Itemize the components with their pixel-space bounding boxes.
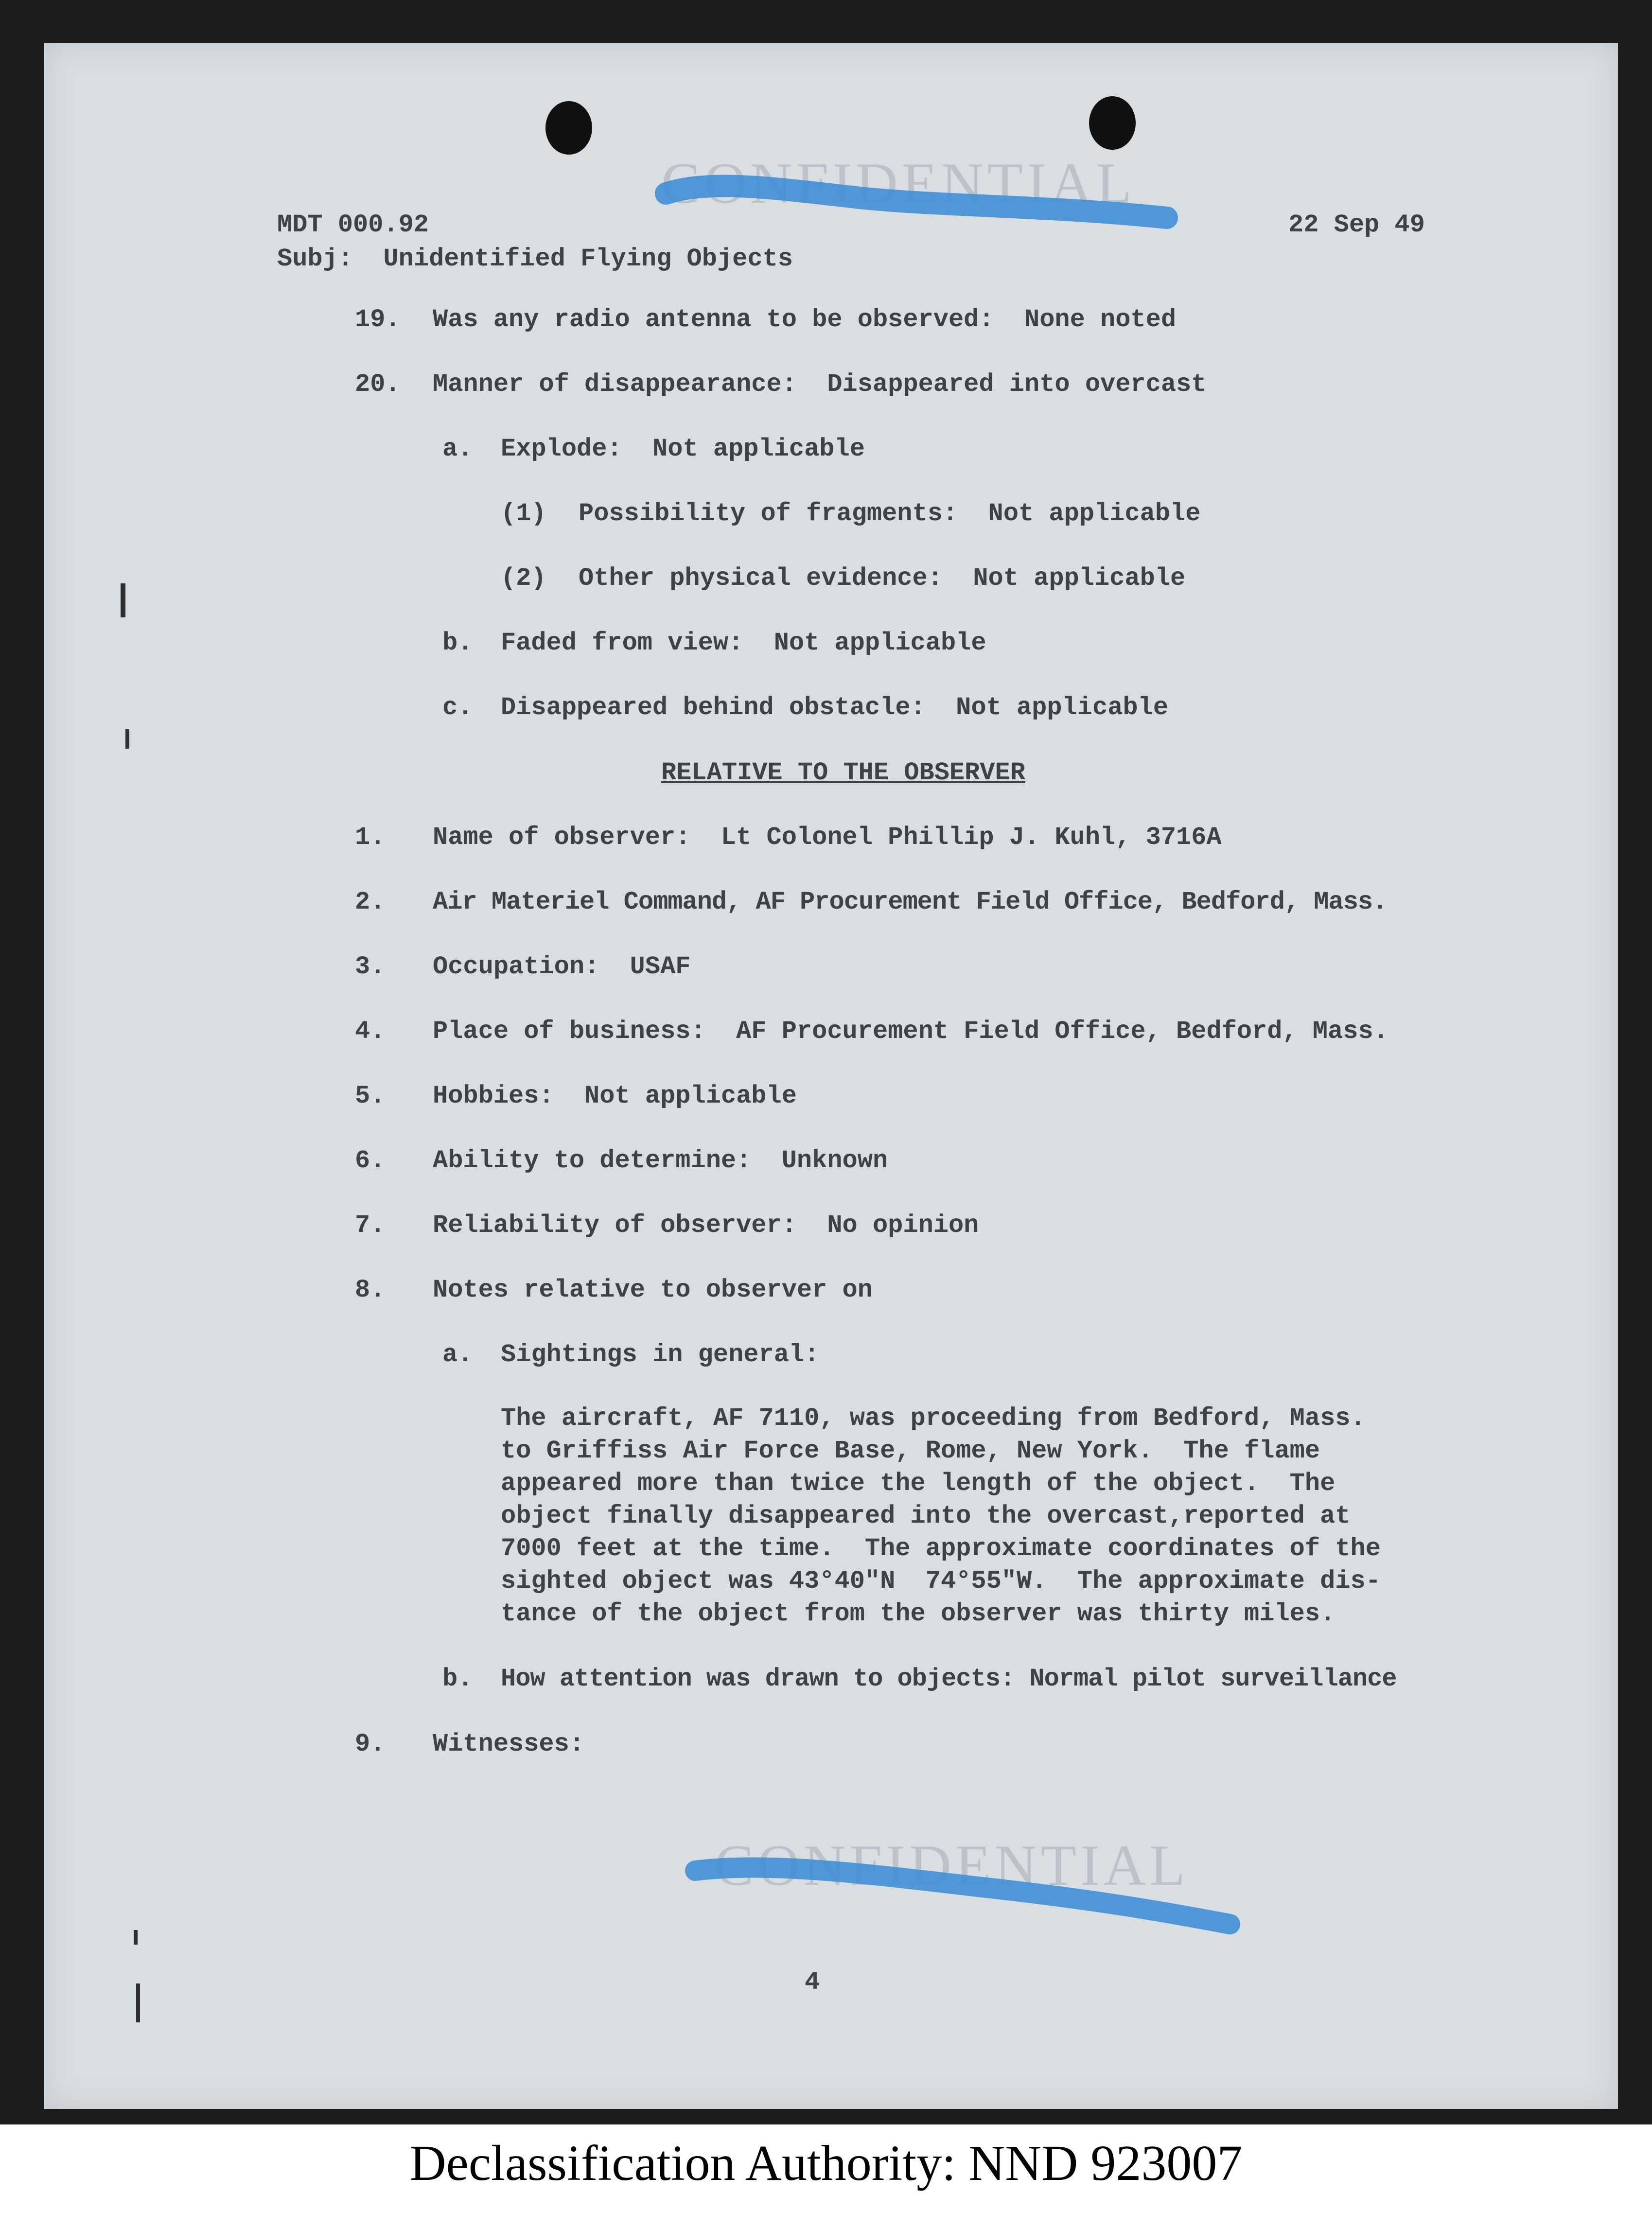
paragraph-line: 7000 feet at the time. The approximate coordinates of the <box>501 1534 1381 1563</box>
item-number: 2. <box>355 888 386 916</box>
sub-item-label: b. <box>442 1665 473 1693</box>
item-number: 6. <box>355 1146 386 1175</box>
sub-item-label: b. <box>442 629 473 657</box>
sub-item-label: c. <box>442 693 473 722</box>
punch-hole-left <box>545 101 592 155</box>
sub-item-label: a. <box>442 435 473 463</box>
sub-item-text: Disappeared behind obstacle: Not applicable <box>501 693 1169 722</box>
paragraph-line: tance of the object from the observer was thirty miles. <box>501 1599 1336 1628</box>
item-text: Witnesses: <box>433 1730 585 1758</box>
punch-hole-right <box>1089 96 1136 150</box>
confidential-stamp-bottom: CONFIDENTIAL <box>715 1833 1189 1897</box>
sub-item-text: How attention was drawn to objects: Normal pilot surveillance <box>501 1665 1397 1693</box>
document-date: 22 Sep 49 <box>1288 211 1425 239</box>
paragraph-line: object finally disappeared into the overcast,reported at <box>501 1502 1351 1530</box>
item-text: Hobbies: Not applicable <box>433 1082 797 1110</box>
paragraph-line: The aircraft, AF 7110, was proceeding from Bedford, Mass. <box>501 1404 1366 1433</box>
item-number: 20. <box>355 370 401 399</box>
subject-line: Subj: Unidentified Flying Objects <box>277 245 793 273</box>
document-page <box>44 43 1618 2109</box>
sub-item-text: Explode: Not applicable <box>501 435 865 463</box>
item-text: Reliability of observer: No opinion <box>433 1211 979 1240</box>
item-number: 19. <box>355 305 401 334</box>
scan-mark <box>121 583 125 617</box>
item-number: 9. <box>355 1730 386 1758</box>
scan-mark <box>125 729 129 749</box>
item-number: 1. <box>355 823 386 852</box>
paragraph-line: sighted object was 43°40"N 74°55"W. The approximate dis- <box>501 1567 1381 1596</box>
item-number: 7. <box>355 1211 386 1240</box>
item-text: Was any radio antenna to be observed: None noted <box>433 305 1177 334</box>
item-text: Occupation: USAF <box>433 952 691 981</box>
confidential-stamp-top: CONFIDENTIAL <box>661 151 1136 215</box>
sub-item-label: (2) <box>501 564 546 593</box>
blue-marker-strike-bottom <box>676 1837 1259 1944</box>
paragraph-line: to Griffiss Air Force Base, Rome, New York. The flame <box>501 1437 1320 1465</box>
item-text: Notes relative to observer on <box>433 1276 873 1304</box>
item-number: 3. <box>355 952 386 981</box>
sub-item-label: a. <box>442 1340 473 1369</box>
item-text: Ability to determine: Unknown <box>433 1146 888 1175</box>
sub-item-text: Other physical evidence: Not applicable <box>579 564 1186 593</box>
item-number: 4. <box>355 1017 386 1046</box>
file-reference: MDT 000.92 <box>277 211 429 239</box>
item-number: 8. <box>355 1276 386 1304</box>
item-number: 5. <box>355 1082 386 1110</box>
item-text: Manner of disappearance: Disappeared into overcast <box>433 370 1207 399</box>
declassification-authority: Declassification Authority: NND 923007 <box>409 2135 1243 2191</box>
item-text: Place of business: AF Procurement Field Office, Bedford, Mass. <box>433 1017 1388 1046</box>
sub-item-label: (1) <box>501 499 546 528</box>
sub-item-text: Possibility of fragments: Not applicable <box>579 499 1201 528</box>
item-text: Name of observer: Lt Colonel Phillip J. Kuhl, 3716A <box>433 823 1222 852</box>
section-heading: RELATIVE TO THE OBSERVER <box>661 758 1025 787</box>
scan-mark <box>136 1983 140 2022</box>
page-number: 4 <box>805 1968 820 1997</box>
sub-item-text: Sightings in general: <box>501 1340 820 1369</box>
item-text: Air Materiel Command, AF Procurement Field Office, Bedford, Mass. <box>433 888 1388 916</box>
scan-mark <box>134 1930 138 1945</box>
sub-item-text: Faded from view: Not applicable <box>501 629 986 657</box>
blue-marker-strike-top <box>651 159 1196 247</box>
paragraph-line: appeared more than twice the length of the object. The <box>501 1469 1336 1498</box>
